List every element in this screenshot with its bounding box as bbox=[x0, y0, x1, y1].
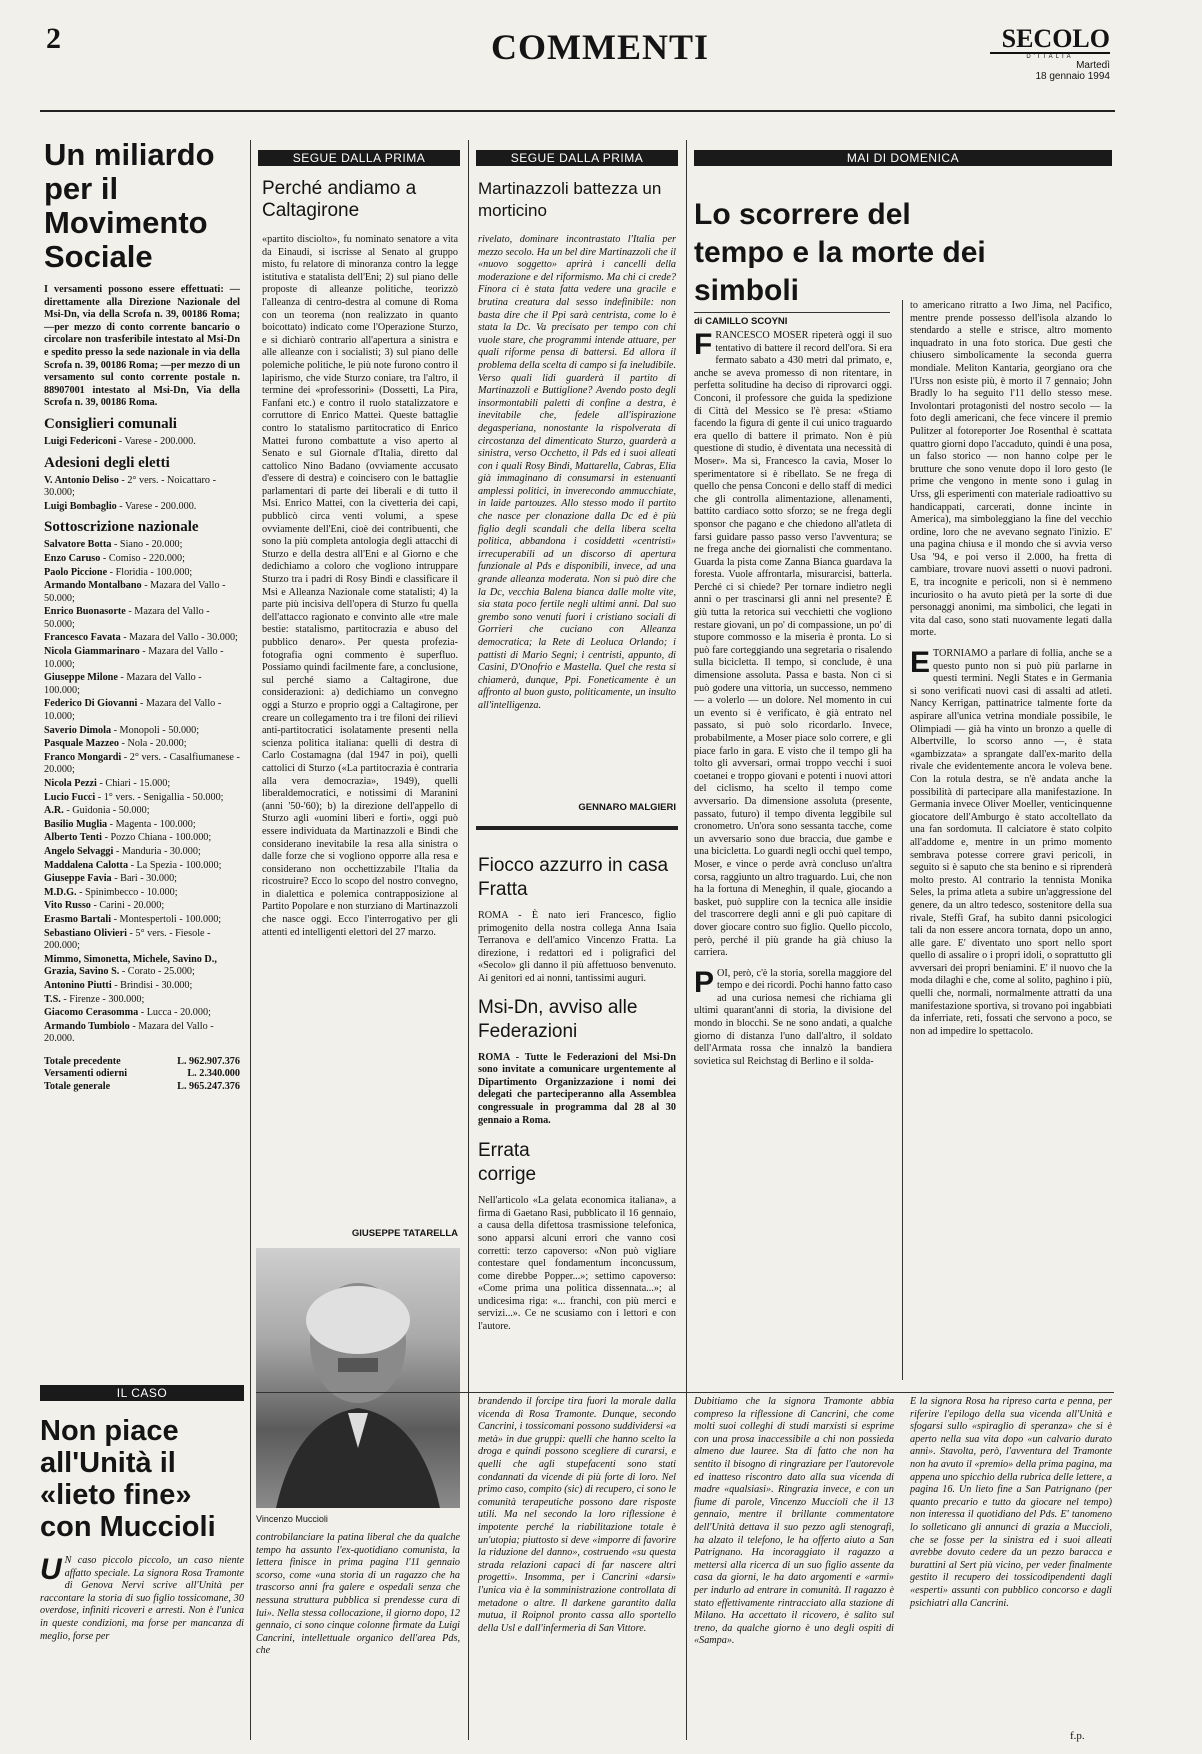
list-item: Enzo Caruso - Comiso - 220.000; bbox=[44, 552, 185, 564]
rule-fiocco bbox=[476, 826, 678, 830]
column-notices bbox=[478, 836, 676, 1333]
list-item: Luigi Bombaglio - Varese - 200.000. bbox=[44, 500, 197, 512]
headline-martinazzoli: Martinazzoli battezza un morticino bbox=[478, 179, 662, 220]
rule-3 bbox=[686, 140, 687, 1740]
rule-bottom-band bbox=[256, 1392, 1114, 1393]
segue-bar-1: SEGUE DALLA PRIMA bbox=[258, 150, 460, 166]
list-item: Luigi Federiconi - Varese - 200.000. bbox=[44, 435, 196, 447]
list-item: M.D.G. - Spinimbecco - 10.000; bbox=[44, 886, 178, 898]
list-item: Federico Di Giovanni - Mazara del Vallo - 10.000; bbox=[44, 698, 222, 723]
headline-msi-avviso: Msi-Dn, avviso alle Federazioni bbox=[478, 996, 638, 1042]
rule-2 bbox=[468, 140, 469, 1740]
headline-fiocco: Fiocco azzurro in casa Fratta bbox=[478, 855, 669, 900]
fiocco-text: ROMA - È nato ieri Francesco, figlio primogenito della nostra collega Anna Isaia Terranova e dell'amico Vincenzo Fratta. La direzione, i redattori ed i poligrafici del «Secolo» gli danno il più affettuoso benvenuto. Ai genitori ed ai nonni, tantissimi auguri. bbox=[478, 910, 676, 984]
column-caltagirone bbox=[262, 178, 458, 1268]
errata-text: Nell'articolo «La gelata economica italiana», a firma di Gaetano Rasi, pubblicato il 16 gennaio, a causa della difettosa trasmissione telefonica, sono apparsi alcuni errori che vanno così corretti: terzo capoverso: «Non può vigliare contestare quel fondamentum inconcussum, come direbbe Popper...»; settimo capoverso: «Come prima una politica dissennata...»; al undicesima riga: «... franchi, con più merci e servizi...». Ce ne scusiamo con i lettori e con l'autore. bbox=[478, 1195, 676, 1333]
list-item: Saverio Dimola - Monopoli - 50.000; bbox=[44, 724, 200, 736]
list-item: Lucio Fucci - 1° vers. - Senigallia - 50.000; bbox=[44, 791, 224, 803]
list-item: Nicola Giammarinaro - Mazara del Vallo - 10.000; bbox=[44, 646, 224, 670]
headline-errata: Errata corrige bbox=[478, 1140, 537, 1186]
portrait-icon bbox=[256, 1248, 460, 1508]
photo-muccioli bbox=[256, 1248, 460, 1508]
date-day: Martedì bbox=[1076, 60, 1110, 71]
il-caso-bar: IL CASO bbox=[40, 1385, 244, 1401]
list-item: Basilio Muglia - Magenta - 100.000; bbox=[44, 818, 196, 830]
list-item: Giuseppe Milone - Mazara del Vallo - 100.000; bbox=[44, 672, 202, 696]
list-item: Franco Mongardi - 2° vers. - Casalfiumanese - 20.000; bbox=[44, 751, 240, 776]
list-item: Alberto Tenti - Pozzo Chiana - 100.000; bbox=[44, 832, 212, 844]
list-heading: Consiglieri comunali bbox=[44, 415, 177, 432]
dropcap-e: E bbox=[910, 646, 931, 680]
column-scorrere-a: FRANCESCO MOSER ripeterà oggi il suo tentativo di battere il record dell'ora. Si era fermato sabato a 430 metri dal primato, e, anche se aveva promesso di non ritentare, in perfetta solitudine ha deciso di riprovarci oggi. Conconi, il professore che guida la spedizione di Città del Messico se l'è presa: «Stiamo facendo la figura di gente il cui unico traguardo era quello di battere il primato. Non è più questione di studio, è diventata una necessità di Moser». Ma sì, Francesco la cavia, Moser lo sperimentatore si è ribellato. Se ne frega di quello che pensa Conconi e dello staff di medici che gli controlla alimentazione, allenamenti, battito cardiaco sotto sforzo; se ne frega degli sponsor che pagano e che chiedono all'atleta di farsi guidare passo passo verso l'avventura; se ne frega anche dei giornalisti che commentano. Guarda la pista come Zanna Bianca guardava la foresta. Vuole affrontarla, misurarcisi, batterla. Perché ci si chiede? Per tornare indietro negli anni o per trascinarsi gli anni nel presente? È giù tutta la retorica sui vecchietti che vogliono restare giovani, un po' di compassione, un po' di stupore commosso e la miseria è pronta. Lo si può fare corteggiando una segretaria o risalendo sulla bicicletta. Il tempo, si conclude, è una dimensione assoluta. Passa e basta. Non ci si può godere una vittoria, un successo, nemmeno — a volerlo — un dolore. Nel momento in cui un evento si è verificato, è già entrato nel passato, si può solo ricordarlo. Invece, probabilmente, a Moser piace solo correre, e gli piace farlo in gara. E visto che il tempo gli ha tolto gli avversari, ormai troppo vecchi i suoi coetanei e troppo giovani e potenti i nuovi attori del ciclismo, ha scelto il tempo come avversario. Da dimensione assoluta (presente, passato, futuro) il tempo diventa leggibile sul cronometro. Un'ora sono sessanta tacche, come un avversario sono due braccia, due gambe e una bicicletta. Lo guardi negli occhi quel tempo, Moser, e vince o perde avrà concluso un'altra corsa, raggiunto un altro traguardo. Lui, che non ha la fortuna di Meneghin, il quale, giocando a basket, può supplire con la tecnica alle insidie del trascorrere degli anni e gli può capitare di dover giocare contro suo figlio. Quello piccolo, però, perché il più grande ha già chiuso la carriera. POI, però, c'è la storia, sorella maggiore del tempo e dei ricordi. Pochi hanno fatto caso ad una curiosa nemesi che richiama gli ultimi quarant'anni di storia, la divisione del mondo in blocchi. Se ne sono andati, a qualche giorno di distanza l'uno dall'altro, il soldato dell'Armata rossa che innalzò la bandiera sovietica sul Reichstag di Berlino e il solda- bbox=[694, 328, 892, 1067]
mai-di-domenica-bar: MAI DI DOMENICA bbox=[694, 150, 1112, 166]
headline-caltagirone: Perché andiamo a Caltagirone bbox=[262, 178, 417, 221]
list-item: Armando Tumbiolo - Mazara del Vallo - 20.000. bbox=[44, 1020, 214, 1045]
list-item: Mimmo, Simonetta, Michele, Savino D., Grazia, Savino S. - Corato - 25.000; bbox=[44, 953, 217, 978]
headline-scorrere: Lo scorrere del tempo e la morte dei simboli bbox=[694, 198, 986, 307]
list-item: Salvatore Botta - Siano - 20.000; bbox=[44, 539, 183, 551]
column-caso-cont-b: E la signora Rosa ha ripreso carta e penna, per riferire l'epilogo della sua vicenda all'Unità e sfogarsi sullo «spiraglio di speranza» che si è aperto nella sua vita dopo «un calvario durato anni». Stavolta, però, l'avventura del Tramonte non ha avuto il «premio» della prima pagina, ma appena uno spicchio della rubrica delle lettere, a pagina 16. Un lieto fine a San Patrignano (per quanto precario e tutto da giocare nel tempo) non interessa il quotidiano del Pds. E' tanomeno lo solleticano gli annunci di grazia a Muccioli, che se fosse per la sinistra ed i suoi alleati avrebbe dovuto cedere da un pezzo baracca e burattini al Sert più vicino, per veder finalmente gestito il recupero dei tossicodipendenti dagli «esperti» assunti con pubblico concorso e dagli psichiatri alla Cancrini. bbox=[910, 1396, 1112, 1609]
column-subscription bbox=[44, 138, 240, 1368]
segue-bar-2: SEGUE DALLA PRIMA bbox=[476, 150, 678, 166]
caltagirone-text: «partito disciolto», fu nominato senatore a vita da Einaudi, si iscrisse al Senato al gruppo misto, fu relatore di minoranza contro la legge istitutiva e statalista dell'Eni; 2) sul piano delle proposte di alleanze politiche, teorizzò l'alleanza di centro-destra al comune di Roma con un teorema (non realizzato in quanto boicottato) indicato come l'Operazione Sturzo, e si dichiarò contrario all'apertura a sinistra e alle alleanze con i socialisti; 3) sul piano delle polemiche politiche, le più note furono contro il lapirismo, che vide Sturzo coniare, tra l'altro, il termine dei «professorini» (Dossetti, La Pira, Fanfani etc.) e contro il ruolo statalizzatore e corruttore di Enrico Mattei. Queste battaglie contro lo statalismo partitocratico di Enrico Mattei furono combattute a viso aperto al Senato e sul Giornale d'Italia, diretto dal cattolico Nino Badano (ovviamente accusato d'essere di destra) e coincisero con le battaglie parlamentari di parte dei liberali e di tutto il Msi. Enrico Mattei, con la civetteria dei capi, pubblicò circa venti volumi, a spese ovviamente dell'Eni, cioè dei contribuenti, che sono la più completa antologia degli attacchi di Sturzo e della destra all'Eni e al Giorno e che dedichiamo a coloro che vogliono intruppare Sturzo tra i padri di Rosy Bindi e classificare il Msi e Alleanza Nazionale come statalisti; 4) la parte più incisiva dell'opera di Sturzo fu quella dell'attacco ragionato e convinto alle «tre male bestie: statalismo, partitocrazia e abuso del pubblico denaro». Per questa profezia-fotografia ogni commento è superfluo. Possiamo quindi facilmente fare, a conclusione, sul perché siamo a Caltagirone, due considerazioni: a) dedichiamo un convegno oggi a Sturzo e proprio oggi a Caltagirone, per creare un collegamento tra i tre filoni dei rilievi anti-partitocratici isolatamente presenti nella scienza politica italiana: quelli di destra di Carlo Costamagna (dal 1947 in poi), quelli cattolici di Sturzo («La partitocrazia è contraria alla vera democrazia», 1949), quelli liberaldemocratici, e notissimi di Maranini (anni '50-'60); b) la direzione dell'appello di Sturzo agli «uomini liberi e forti», oggi può essere individuata da Martinazzoli e Bindi che considerano inevitabile la resa alla sinistra o dalle forze che si vogliono opporre alla resa e considerano non occhettizzabile l'Italia da ricostruire? Ecco lo scopo del nostro convegno, in dialettica e polemica contrapposizione al Partito Popolare e non sturziano di Martinazzoli che nasce oggi. Ecco l'interrogativo per gli attenti ed intelligenti elettori del 27 marzo. bbox=[262, 234, 458, 938]
list-item: A.R. - Guidonia - 50.000; bbox=[44, 805, 150, 817]
date: 18 gennaio 1994 bbox=[1035, 71, 1110, 82]
column-caso-cont-a: Dubitiamo che la signora Tramonte abbia compreso la riflessione di Cancrini, che come molti suoi colleghi di studi marxisti si esprime con una prosa inaccessibile a chi non possieda almeno due lauree. Sta di fatto che non ha sentito il bisogno di ringraziare per l'autorevole ed inatteso riscontro dato alla sua vicenda di madre «qualsiasi». Ringrazia invece, e con un fiume di parole, Vincenzo Muccioli che il 13 gennaio, mentre il brillante commentatore dell'Unità dettava il suo pezzo agli stenografi, ha alzato il telefono, le ha offerto aiuto a San Patrignano. Ha incoraggiato il ragazzo a mettersi alla ricerca di un suo figlio assente da casa da giorni, le ha dato argomenti e «armi» per indurlo ad entrare in comunità. Il ragazzo è stato effettivamente rintracciato alla stazione di Milano. Ha accettato il ricovero, è salito sul treno, da qualche giorno è uno degli ospiti di «Sampa». bbox=[694, 1396, 894, 1647]
headline-caso: Non piace all'Unità il «lieto fine» con Muccioli bbox=[40, 1415, 216, 1543]
section-title: COMMENTI bbox=[491, 27, 709, 67]
list-item: V. Antonio Deliso - 2° vers. - Noicattaro - 30.000; bbox=[44, 474, 216, 499]
masthead-sub: D'ITALIA bbox=[1026, 54, 1074, 60]
list-item: Vito Russo - Carini - 20.000; bbox=[44, 900, 165, 912]
msi-avviso-text: ROMA - Tutte le Federazioni del Msi-Dn sono invitate a comunicare urgentemente al Dipartimento Organizzazione i nomi dei delegati che parteciperanno alla Assemblea congressuale in programma dal 28 al 30 gennaio a Roma. bbox=[478, 1051, 676, 1126]
masthead-logo: SECOLO bbox=[990, 26, 1110, 54]
list-item: Pasquale Mazzeo - Nola - 20.000; bbox=[44, 738, 187, 750]
column-caltagirone-bottom: controbilanciare la patina liberal che da qualche tempo ha assunto l'ex-quotidiano comunista, la lettera finisce in prima pagina l'11 gennaio scorso, come «una storia di un ragazzo che ha trascorso anni fra galere e ospedali senza che nessuna struttura pubblica si prendesse cura di lui». Nella stessa collocazione, il giorno dopo, 12 gennaio, ci sono cinque colonne firmate da Luigi Cancrini, intellettuale organico dell'area Pds, che bbox=[256, 1532, 460, 1657]
byline-tatarella: GIUSEPPE TATARELLA bbox=[262, 1228, 458, 1239]
headline-subscription: Un miliardo per il Movimento Sociale bbox=[44, 137, 215, 274]
list-item: Paolo Piccione - Floridia - 100.000; bbox=[44, 566, 193, 578]
header-rule bbox=[40, 110, 1115, 112]
list-heading: Adesioni degli eletti bbox=[44, 454, 170, 471]
subscription-lists bbox=[44, 416, 240, 1046]
caso-text: U N caso piccolo piccolo, un caso niente affatto speciale. La signora Rosa Tramonte di Genova Nervi scrive all'Unità per raccontare la storia di suo figlio tossicomane, 30 overdose, infiniti ricoveri e arresti. Non è l'unica in queste condizioni, ma forse per mancanza di meglio, forse per bbox=[40, 1553, 244, 1642]
list-item: Armando Montalbano - Mazara del Vallo - 50.000; bbox=[44, 580, 226, 604]
column-scorrere-b: to americano ritratto a Iwo Jima, nel Pacifico, mentre prende possesso dell'isola alzando lo stendardo a stelle e strisce, altro momento inquadrato in una foto storica. Due gesti che chiusero simbolicamente la seconda guerra mondiale. Meliton Kantaria, georgiano ora che l'Urss non esiste più, è morto il 7 gennaio; John Bradly lo ha seguito l'11 dello stesso mese. Involontari protagonisti del nostro secolo — la foto degli americani, che fece vincere il premio Pulitzer al fotoreporter Joe Rosenthal è scattata quattro giorni dopo l'accaduto, quindi è una posa, un falso storico — non hanno colpe per le brutture che sono venute dopo il loro gesto (le prime che vengono in mente sono i gulag in Urss, gli esperimenti con materiale radioattivo su handicappati, carcerati, donne incinte in America), ma simboleggiano la fine del vecchio ordine, loro che ne avevano segnato l'inizio. E' una pagina chiusa e il mondo che si avvia verso Usa '94, e poi verso il 2.000, ha fretta di cambiare, trovare nuovi assetti o nuovi padroni. E, tra incognite e pericoli, non si è nemmeno incuriosito o ha avuto pietà per la sorte di due personaggi anonimi, ma simbolici, che legati in vita dal caso, sono stati nuovamente legati dalla morte. ETORNIAMO a parlare di follia, anche se a questo punto non si può più parlarne in questi termini. Negli States e in Germania si sono verificati nuovi casi di assalti ad atleti. Nancy Kerrigan, pattinatrice talmente forte da aspirare all'unica vetrina mondiale possibile, le Olimpiadi — già ha vinto un bronzo a quelle di Albertville, lo scorso anno —, è stata «gambizzata» a sprangate dall'ex-marito della rivale che evidentemente ancora le voleva bene. Con la rotula destra, se n'è andata anche la possibilità di partecipare alla manifestazione. In Germania invece Oliver Moeller, venticinquenne giocatore dell'Amburgo è stato accoltellato da una fan sordomuta. Il calciatore è stato colpito all'addome e, mentre in un primo momento sembrava potesse correre gravi pericoli, in seguito si è saputo che sta benino e si riprenderà molto presto. Al contrario la tennista Monika Seles, la prima atleta a subire un'aggressione del genere, da un altro tedesco, sostenitore della sua rivale, Steffi Graf, ha subito danni psicologici tali da non essere ancora tornata, dopo un anno, alle gare. E' diventato uno sport nello sport quello di assalire o i propri idoli, o soprattutto gli avversari dei propri beniamini. E' il nuovo che la moda dilaghi e che, come al solito, paghino i più, quelli che, normali, normalmente attratti da una manifestazione sportiva, si trovano poi ingabbiati da inferriate, reti, fossati che servono a poco, se non ad impedire lo spettacolo. bbox=[910, 300, 1112, 1037]
list-item: Nicola Pezzi - Chiari - 15.000; bbox=[44, 778, 171, 789]
rule-4 bbox=[902, 300, 903, 1380]
subscription-totals bbox=[44, 1056, 240, 1094]
page-number: 2 bbox=[46, 22, 61, 55]
masthead-block bbox=[990, 26, 1110, 82]
list-item: Antonino Piutti - Brindisi - 30.000; bbox=[44, 979, 193, 991]
photo-caption: Vincenzo Muccioli bbox=[256, 1514, 328, 1524]
list-item: Sebastiano Olivieri - 5° vers. - Fiesole - 200.000; bbox=[44, 927, 211, 952]
total-row: Totale precedente L. 962.907.376 bbox=[44, 1055, 240, 1067]
byline-malgieri: GENNARO MALGIERI bbox=[578, 802, 676, 813]
list-item: Giacomo Cerasomma - Lucca - 20.000; bbox=[44, 1007, 211, 1019]
byline-scoyni: di CAMILLO SCOYNI bbox=[694, 312, 890, 327]
dropcap-f: F bbox=[694, 328, 713, 361]
list-item: Giuseppe Favia - Bari - 30.000; bbox=[44, 873, 178, 885]
list-item: Angelo Selvaggi - Manduria - 30.000; bbox=[44, 845, 201, 857]
list-item: Francesco Favata - Mazara del Vallo - 30.000; bbox=[44, 632, 238, 644]
column-martinazzoli-bottom: brandendo il forcipe tira fuori la morale dalla vicenda di Rosa Tramonte. Dunque, secondo Cancrini, i tossicomani possono suddividersi «a metà» in due gruppi: quelli che hanno scelto la droga e quindi possono scegliere di curarsi, e quelli che agli stupefacenti sono stati condannati da vicende di più forte di loro. Nel primo caso, compito (sic) di recupero, ci sono le comunità terapeutiche possono dare risposte utili. Ma nel secondo la loro riflessione è impotente perché la riabilitazione totale è un'utopia; piuttosto si deve «imporre di favorire la riduzione del danno», costruendo «su questa strada relazioni capaci di far nascere altri progetti». Insomma, per i Cancrini «darsi» l'unica via è la somministrazione controllata di metadone o altre. Il darkene garantito dalla mutua, il Roipnol pronto cassa allo sportello della Usl e dall'infermeria di San Vittore. bbox=[478, 1396, 676, 1634]
subscription-intro: I versamenti possono essere effettuati: —direttamente alla Direzione Nazionale del Msi-Dn, via della Scrofa n. 39, 00186 Roma; —per mezzo di conto corrente bancario o circolare non trasferibile intestato al Msi-Dn e spedito presso la sede nazionale in via della Scrofa n. 39, 00186 Roma; —per mezzo di un versamento sul conto corrente postale n. 88907001 intestato al Msi-Dn, Via della Scrofa n. 39, 00186 Roma. bbox=[44, 284, 241, 409]
martinazzoli-text: rivelato, dominare incontrastato l'Italia per mezzo secolo. Ha un bel dire Martinazzoli che il «nuovo soggetto» aprirà i cancelli della moderazione e del riformismo. Ma chi ci crede? Finora ci è stata fatta vedere una gracile e brutina creatura dal sesso indefinibile: non basta dire che il Ppi sarà centrista, come lo è stata la Dc. Va precisato per tempo con chi vuole stare, che programmi intende attuare, per quali riforme pensa di battersi. Ed allora il problema della scelta di campo si fa ineludibile. Verso quali lidi guarderà il partito di Martinazzoli e Buttiglione? Avendo posto degli insormontabili paletti di confine a destra, è inevitabile che, fedele all'ispirazione degasperiana, nonostante la rispolverata di circostanza del dimenticato Sturzo, guarderà a sinistra, verso Occhetto, il Pds ed i suoi alleati con i quali Rosy Bindi, Mattarella, Cabras, Elia già immaginano di consumarsi in estenuanti amplessi politici, in inverecondo ammucchiate, in laide partouzes. Allo stesso modo il partito che nasce per clonazione dalla Dc ed è più figlio degli scandali che della libera scelta politica, abbandona i cosiddetti «centristi» irrecuperabili ad un discorso di apertura funzionale al Pds e disponibili, invece, ad una grande alleanza moderata. Non si può dire che la Dc, vecchia Balena bianca dalle molte vite, sia stata poco fertile negli ultimi anni. Dal suo grembo sono venuti fuori i cristiano sociali di Gorrieri che cuciano con Alleanza democratica; la Rete di Leoluca Orlando; i pattisti di Mario Segni; i centristi, appunto, di Casini, D'Onofrio e Mastella. Quel che resta si chiamerà, dunque, Ppi. Foneticamente è un affronto al buon gusto, politicamente, un insulto all'intelligenza. bbox=[478, 234, 676, 711]
column-martinazzoli bbox=[478, 178, 676, 800]
caso-dropcap: U bbox=[40, 1553, 62, 1586]
total-row: Totale generale L. 965.247.376 bbox=[44, 1081, 240, 1093]
rule-1 bbox=[250, 140, 251, 1740]
list-heading: Sottoscrizione nazionale bbox=[44, 519, 199, 536]
list-item: Maddalena Calotta - La Spezia - 100.000; bbox=[44, 859, 222, 871]
list-item: Erasmo Bartali - Montespertoli - 100.000; bbox=[44, 913, 222, 925]
column-il-caso bbox=[40, 1415, 244, 1735]
total-row: Versamenti odierni L. 2.340.000 bbox=[44, 1068, 240, 1080]
list-item: Enrico Buonasorte - Mazara del Vallo - 50.000; bbox=[44, 606, 210, 630]
signature: f.p. bbox=[1070, 1730, 1085, 1742]
list-item: T.S. - Firenze - 300.000; bbox=[44, 993, 145, 1005]
dropcap-p: P bbox=[694, 965, 715, 999]
